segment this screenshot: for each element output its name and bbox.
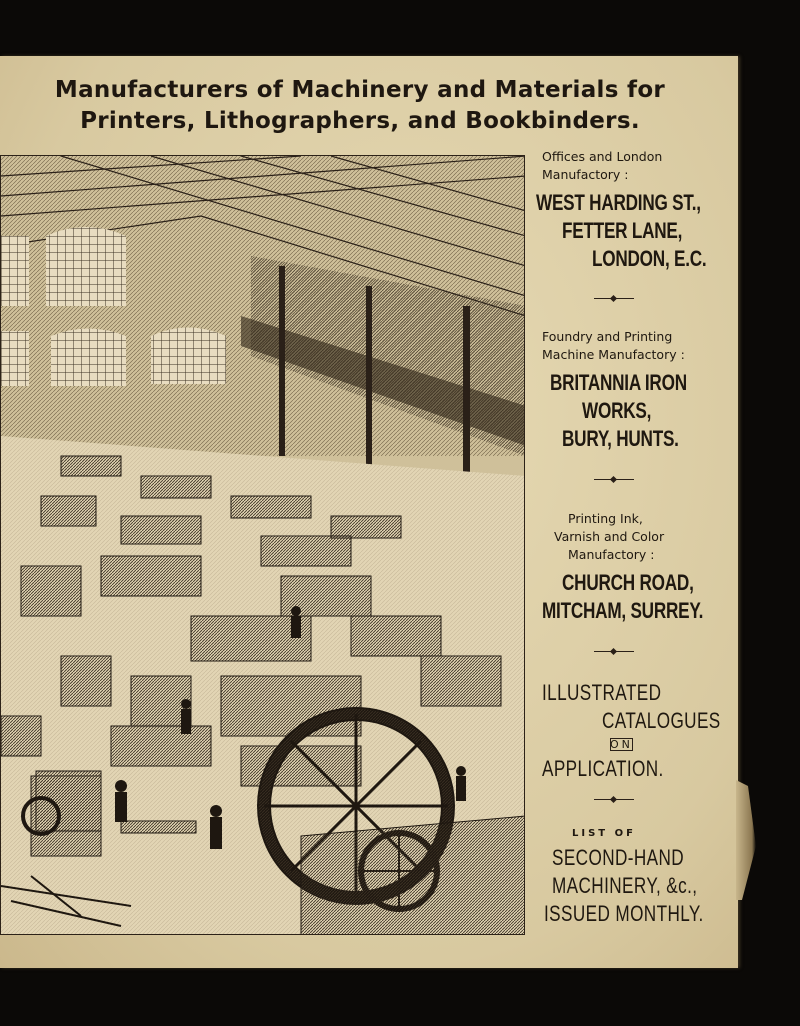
factory-illustration xyxy=(1,156,525,935)
divider-rule xyxy=(594,479,634,480)
catalogues-line-1: ILLUSTRATED xyxy=(542,680,662,705)
list-line-4: ISSUED MONTHLY. xyxy=(544,901,704,926)
ink-address-1: CHURCH ROAD, xyxy=(562,570,694,595)
divider-rule xyxy=(594,298,634,299)
list-line-2: SECOND-HAND xyxy=(552,845,685,870)
ink-address-2: MITCHAM, SURREY. xyxy=(542,598,704,623)
ink-label-3: Manufactory : xyxy=(568,547,655,562)
catalogues-line-3: APPLICATION. xyxy=(542,756,664,781)
offices-address-3: LONDON, E.C. xyxy=(592,246,707,271)
ink-label-2: Varnish and Color xyxy=(554,529,665,544)
ink-label-1: Printing Ink, xyxy=(568,511,643,526)
foundry-label-1: Foundry and Printing xyxy=(542,329,673,344)
catalogues-on: ON xyxy=(610,738,633,751)
divider-rule xyxy=(594,799,634,800)
offices-address-1: WEST HARDING ST., xyxy=(536,190,701,215)
foundry-address-1: BRITANNIA IRON xyxy=(550,370,687,395)
offices-label-1: Offices and London xyxy=(542,149,663,164)
foundry-label-2: Machine Manufactory : xyxy=(542,347,685,362)
page-edge xyxy=(736,780,756,900)
heading-line-2: Printers, Lithographers, and Bookbinders. xyxy=(80,108,640,134)
factory-engraving xyxy=(0,155,525,935)
catalogues-line-2: CATALOGUES xyxy=(602,708,721,733)
heading-line-1: Manufacturers of Machinery and Materials for xyxy=(54,77,666,103)
foundry-address-3: BURY, HUNTS. xyxy=(562,426,679,451)
list-line-1: LIST OF xyxy=(572,828,636,839)
foundry-address-2: WORKS, xyxy=(582,398,652,423)
list-line-3: MACHINERY, &c., xyxy=(552,873,698,898)
offices-address-2: FETTER LANE, xyxy=(562,218,683,243)
offices-label-2: Manufactory : xyxy=(542,167,629,182)
divider-rule xyxy=(594,651,634,652)
